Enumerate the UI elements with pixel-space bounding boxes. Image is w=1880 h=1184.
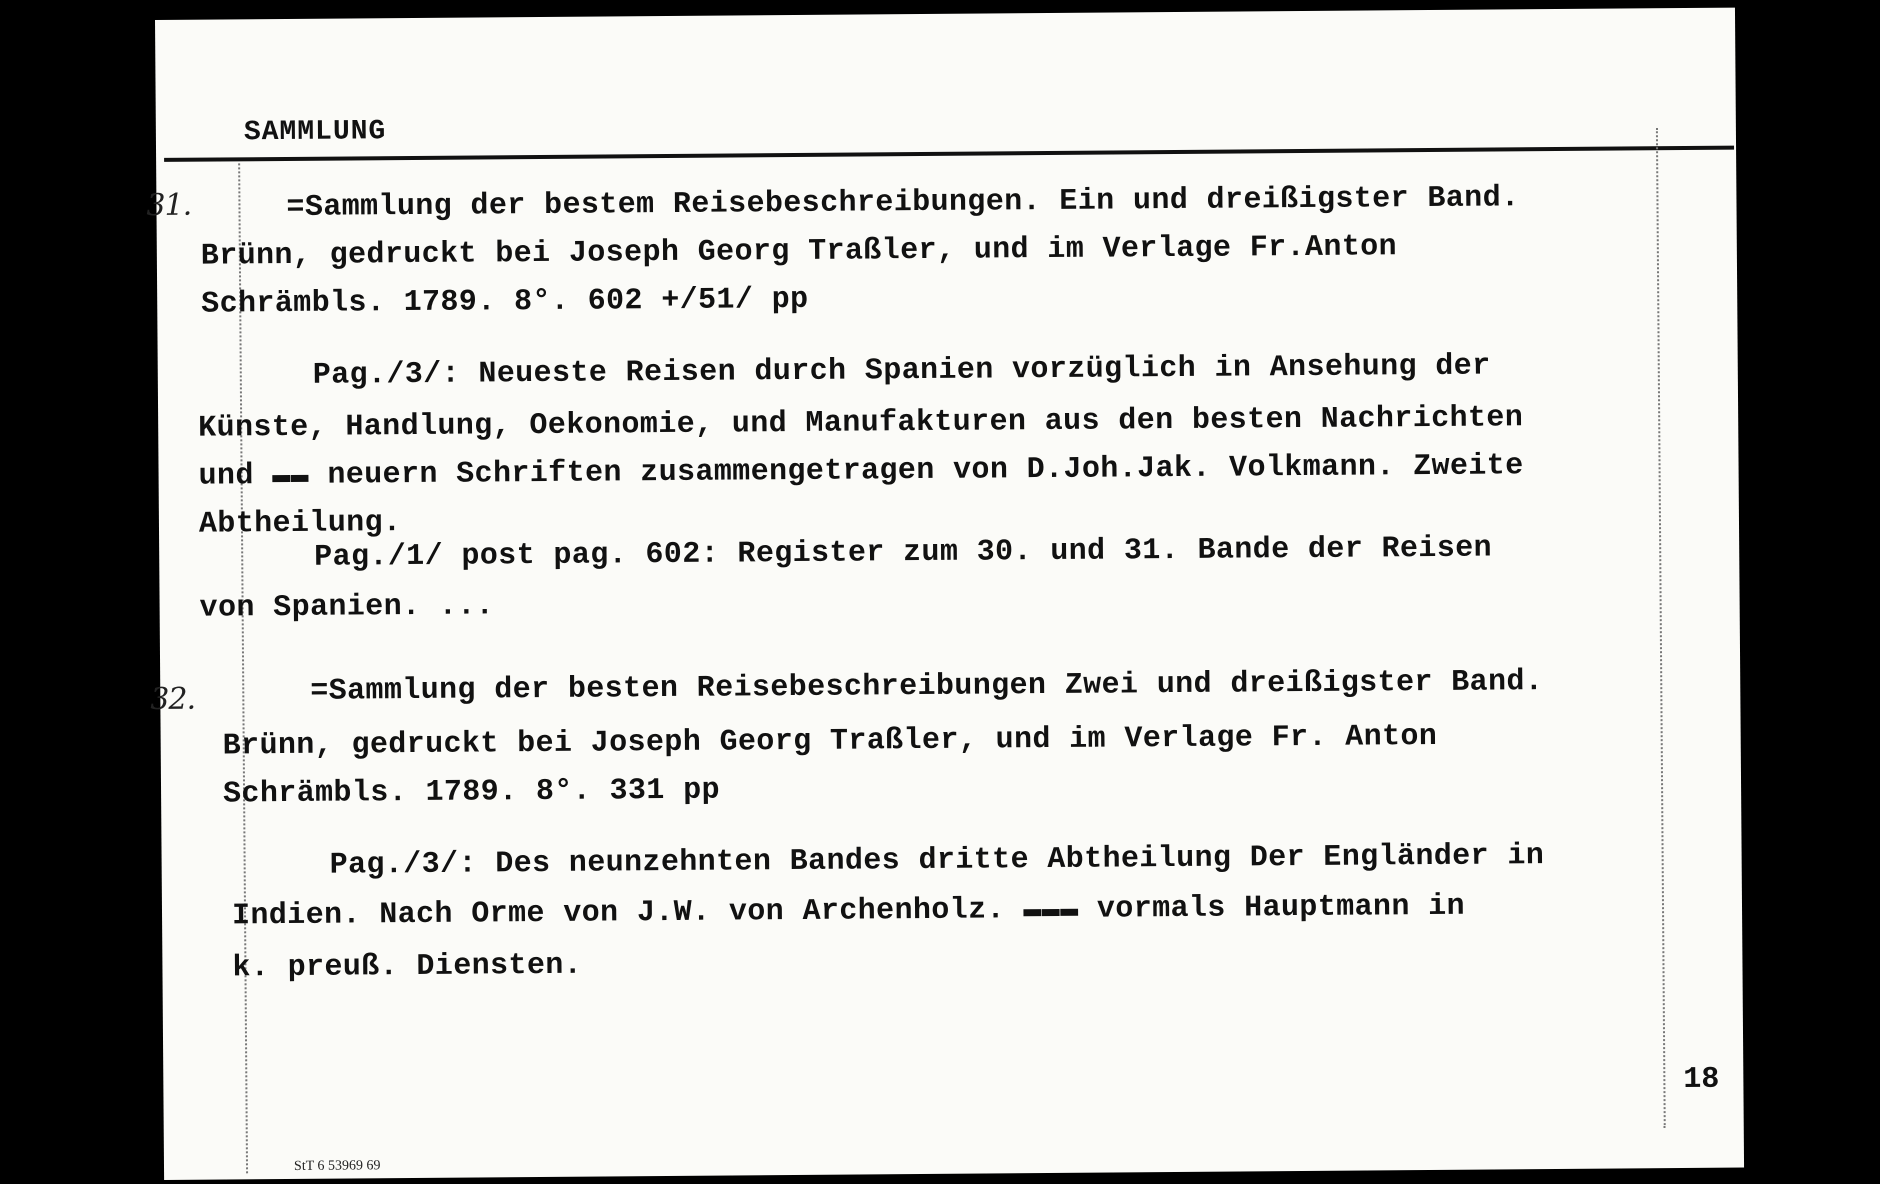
note-line: Abtheilung.	[198, 506, 402, 542]
entry-line: =Sammlung der bestem Reisebeschreibungen. Ein und dreißigster Band.	[286, 181, 1520, 225]
note-line: Indien. Nach Orme von J.W. von Archenholz. ▬▬▬ vormals Hauptmann in	[231, 889, 1466, 934]
entry-number: 32.	[150, 681, 196, 718]
note-line: k. preuß. Diensten.	[232, 948, 583, 986]
page-number: 18	[1683, 1062, 1720, 1098]
header-rule	[164, 146, 1734, 162]
entry-number: 31.	[146, 187, 192, 224]
footer-code: StT 6 53969 69	[293, 1158, 381, 1174]
note-line: Pag./1/ post pag. 602: Register zum 30. und 31. Bande der Reisen	[314, 531, 1493, 575]
catalog-card	[146, 8, 1744, 1180]
right-margin-line	[1656, 128, 1666, 1128]
card-header: SAMMLUNG	[243, 116, 387, 149]
note-line: von Spanien. ...	[199, 589, 495, 626]
entry-line: Brünn, gedruckt bei Joseph Georg Traßler, und im Verlage Fr.Anton	[200, 230, 1398, 274]
entry-line: Brünn, gedruckt bei Joseph Georg Traßler, und im Verlage Fr. Anton	[222, 719, 1438, 764]
note-line: Pag./3/: Des neunzehnten Bandes dritte Abtheilung Der Engländer in	[329, 839, 1545, 883]
note-line: und ▬▬ neuern Schriften zusammengetragen von D.Joh.Jak. Volkmann. Zweite	[198, 449, 1524, 494]
note-line: Künste, Handlung, Oekonomie, und Manufakturen aus den besten Nachrichten	[198, 401, 1524, 446]
note-line: Pag./3/: Neueste Reisen durch Spanien vorzüglich in Ansehung der	[312, 349, 1491, 393]
entry-line: Schrämbls. 1789. 8°. 331 pp	[222, 773, 721, 812]
entry-line: =Sammlung der besten Reisebeschreibungen Zwei und dreißigster Band.	[310, 665, 1544, 709]
entry-line: Schrämbls. 1789. 8°. 602 +/51/ pp	[201, 282, 809, 322]
